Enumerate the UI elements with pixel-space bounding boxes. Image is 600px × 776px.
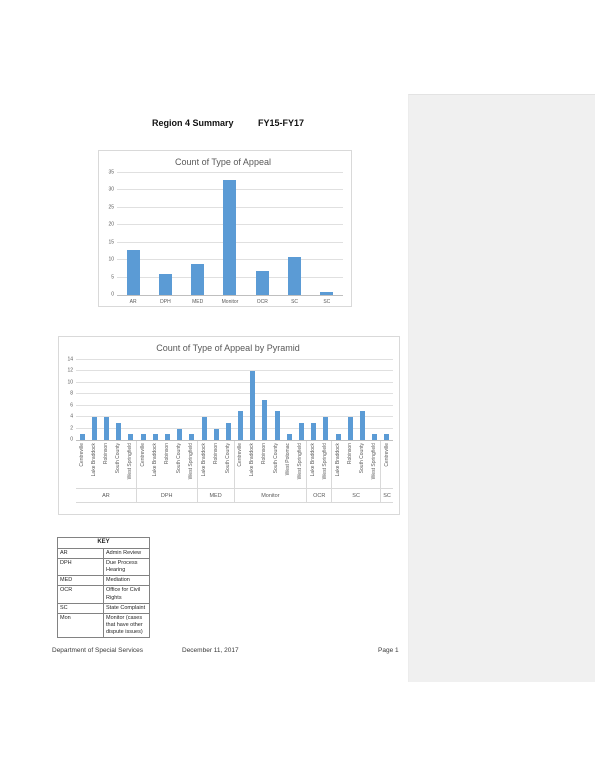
- bar-group: [117, 173, 343, 295]
- key-description: Mediation: [104, 576, 150, 586]
- axis-group-label: SC: [331, 489, 380, 502]
- x-axis-label: DPH: [160, 299, 171, 305]
- axis-group-label: DPH: [136, 489, 197, 502]
- x-axis-label: South County: [273, 443, 280, 474]
- y-axis-tick: 25: [108, 204, 114, 211]
- bar-group: [381, 360, 393, 440]
- y-axis-tick: 0: [111, 291, 114, 298]
- x-axis-label: SC: [323, 299, 331, 305]
- key-abbreviation: DPH: [58, 558, 104, 575]
- x-axis-label: Robinson: [163, 443, 170, 465]
- bar: [104, 417, 109, 440]
- key-table: [57, 537, 150, 638]
- bar: [311, 423, 316, 440]
- plot-column: [117, 173, 343, 308]
- axis-group-label: AR: [102, 492, 110, 499]
- x-axis-label: SC: [291, 299, 299, 305]
- bar: [275, 411, 280, 440]
- x-axis-label: Lake Braddock: [151, 443, 158, 477]
- x-axis-label: Lake Braddock: [310, 443, 317, 477]
- x-axis-label: Robinson: [102, 443, 109, 465]
- bar: [262, 400, 267, 440]
- x-axis-labels: [117, 296, 343, 308]
- y-axis-tick: 10: [108, 256, 114, 263]
- bar: [141, 434, 146, 440]
- key-table-row: [58, 613, 150, 637]
- x-axis-label: South County: [114, 443, 121, 474]
- x-axis-labels: [76, 441, 393, 489]
- y-axis-tick: 30: [108, 186, 114, 193]
- x-axis-label: AR: [129, 299, 137, 305]
- bar: [323, 417, 328, 440]
- y-axis-tick: 14: [67, 356, 73, 363]
- bar: [238, 411, 243, 440]
- bar: [256, 271, 269, 295]
- bar: [384, 434, 389, 440]
- bar: [336, 434, 341, 440]
- plot-row: [103, 169, 343, 308]
- bar: [153, 434, 158, 440]
- key-table-row: [58, 548, 150, 558]
- plot-area: [117, 173, 343, 296]
- axis-group-label: Monitor: [234, 489, 307, 502]
- x-axis-label: Centreville: [78, 443, 85, 467]
- x-axis-label: Lake Braddock: [335, 443, 342, 477]
- bar: [189, 434, 194, 440]
- x-axis-label: Robinson: [261, 443, 268, 465]
- x-axis-label: West Springfield: [371, 443, 378, 480]
- bar: [288, 257, 301, 295]
- key-abbreviation: OCR: [58, 586, 104, 603]
- x-axis-label: West Springfield: [322, 443, 329, 480]
- y-axis: [63, 356, 76, 443]
- x-axis-label: Lake Braddock: [249, 443, 256, 477]
- y-axis-tick: 10: [67, 379, 73, 386]
- footer-date: December 11, 2017: [182, 647, 239, 654]
- footer-department: Department of Special Services: [52, 647, 144, 654]
- label-group: [76, 441, 136, 488]
- key-description: State Complaint: [104, 603, 150, 613]
- y-axis-tick: 20: [108, 221, 114, 228]
- x-axis-label: West Potomac: [285, 443, 292, 476]
- bar: [116, 423, 121, 440]
- bar: [92, 417, 97, 440]
- key-abbreviation: AR: [58, 548, 104, 558]
- label-group: [234, 441, 307, 488]
- x-axis-label: Lake Braddock: [200, 443, 207, 477]
- y-axis-tick: 0: [70, 436, 73, 443]
- key-description: Monitor (cases that have other dispute issues): [104, 613, 150, 637]
- bar: [223, 180, 236, 295]
- bar: [127, 250, 140, 295]
- label-group: [306, 441, 331, 488]
- bar: [159, 274, 172, 295]
- bar: [191, 264, 204, 295]
- x-axis-label: Lake Braddock: [90, 443, 97, 477]
- y-axis-tick: 8: [70, 390, 73, 397]
- key-abbreviation: SC: [58, 603, 104, 613]
- bar: [348, 417, 353, 440]
- bar: [177, 429, 182, 440]
- bar-group: [235, 360, 308, 440]
- bar: [80, 434, 85, 440]
- y-axis-tick: 15: [108, 239, 114, 246]
- plot-row: [63, 356, 393, 503]
- x-axis-label: West Springfield: [126, 443, 133, 480]
- x-axis-label: South County: [224, 443, 231, 474]
- x-axis-label: Centreville: [237, 443, 244, 467]
- bar: [287, 434, 292, 440]
- y-axis-tick: 2: [70, 425, 73, 432]
- fiscal-year-range: FY15-FY17: [258, 118, 305, 128]
- x-axis-label: OCR: [256, 299, 268, 305]
- bars-row: [76, 360, 393, 440]
- key-table-row: [58, 603, 150, 613]
- y-axis-tick: 5: [111, 274, 114, 281]
- y-axis-tick: 35: [108, 169, 114, 176]
- chart-title: Count of Type of Appeal: [175, 157, 271, 167]
- bar: [128, 434, 133, 440]
- key-description: Admin Review: [104, 548, 150, 558]
- plot-area: [76, 360, 393, 441]
- y-axis-tick: 4: [70, 413, 73, 420]
- bar: [226, 423, 231, 440]
- bars-row: [117, 173, 343, 295]
- key-description: Office for Civil Rights: [104, 586, 150, 603]
- x-axis-group-labels: [76, 489, 393, 503]
- x-axis-label: Centreville: [139, 443, 146, 467]
- bar-group: [332, 360, 381, 440]
- axis-group-label: SC: [380, 489, 393, 502]
- y-axis-tick: 6: [70, 402, 73, 409]
- x-axis-label: West Springfield: [297, 443, 304, 480]
- bar-group: [137, 360, 198, 440]
- x-axis-label: Robinson: [347, 443, 354, 465]
- axis-group-label: OCR: [306, 489, 331, 502]
- x-axis-label: South County: [175, 443, 182, 474]
- chart-title: Count of Type of Appeal by Pyramid: [156, 343, 300, 353]
- key-abbreviation: Mon: [58, 613, 104, 637]
- bar: [360, 411, 365, 440]
- bar: [372, 434, 377, 440]
- x-axis-label: West Springfield: [187, 443, 194, 480]
- bar: [320, 292, 333, 295]
- report-title: Region 4 Summary: [152, 118, 234, 128]
- chart-count-of-type-of-appeal: [98, 150, 352, 307]
- x-axis-label: Centreville: [384, 443, 391, 467]
- key-table-title: KEY: [58, 538, 150, 549]
- key-table-row: [58, 586, 150, 603]
- label-group: [136, 441, 197, 488]
- key-description: Due Process Hearing: [104, 558, 150, 575]
- key-table-header-row: [58, 538, 150, 549]
- side-panel: [408, 94, 595, 682]
- bar: [214, 429, 219, 440]
- x-axis-label: Monitor: [221, 299, 239, 305]
- bar: [299, 423, 304, 440]
- bar: [202, 417, 207, 440]
- label-group: [197, 441, 234, 488]
- x-axis-label: Robinson: [212, 443, 219, 465]
- footer-page-number: Page 1: [378, 647, 399, 654]
- bar-group: [76, 360, 137, 440]
- key-table-row: [58, 558, 150, 575]
- bar-group: [308, 360, 332, 440]
- y-axis-tick: 12: [67, 367, 73, 374]
- label-group: [117, 296, 343, 308]
- label-group: [380, 441, 393, 488]
- label-group: [331, 441, 380, 488]
- axis-group-label: MED: [197, 489, 234, 502]
- chart-count-of-type-of-appeal-by-pyramid: [58, 336, 400, 515]
- x-axis-label: MED: [192, 299, 204, 305]
- y-axis: [103, 169, 117, 298]
- key-table-row: [58, 576, 150, 586]
- bar: [250, 371, 255, 440]
- x-axis-label: South County: [359, 443, 366, 474]
- bar: [165, 434, 170, 440]
- plot-column: [76, 360, 393, 503]
- bar-group: [198, 360, 235, 440]
- key-abbreviation: MED: [58, 576, 104, 586]
